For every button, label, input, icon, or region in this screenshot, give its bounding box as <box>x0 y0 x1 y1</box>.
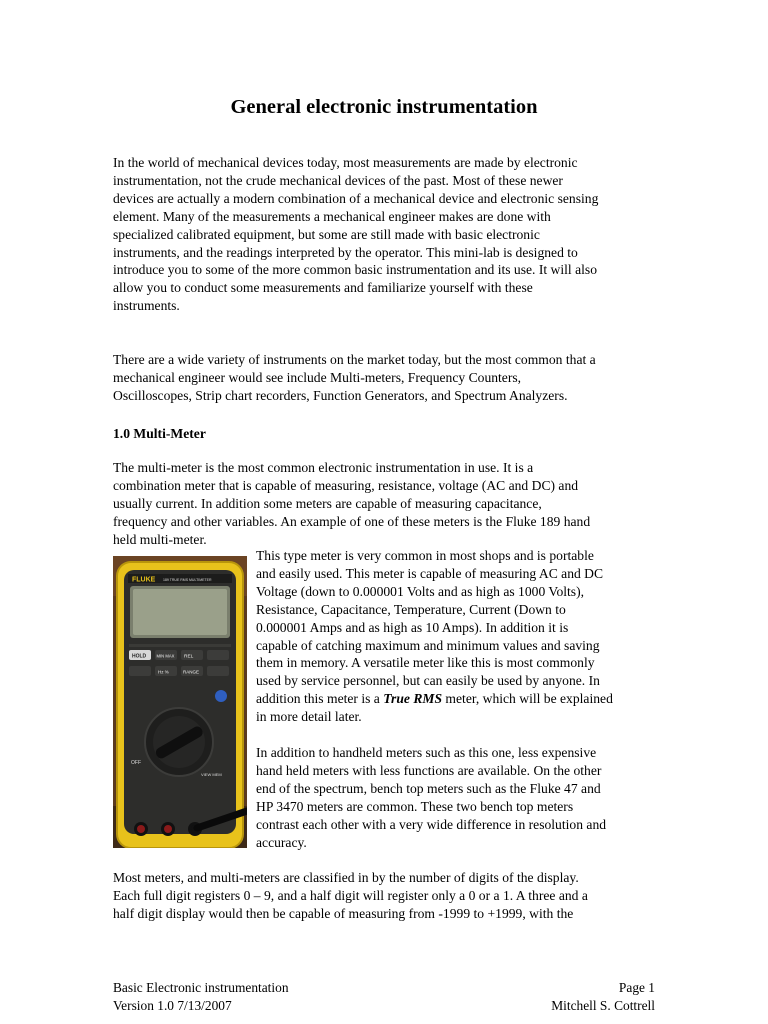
text-line: combination meter that is capable of measuring, resistance, voltage (AC and DC) and <box>113 477 579 493</box>
text-line: half digit display would then be capable of measuring from -1999 to +1999, with the <box>113 905 574 921</box>
true-rms-emphasis: True RMS <box>383 691 443 707</box>
text-fragment: meter, which will be explained <box>442 691 613 707</box>
text-line: HP 3470 meters are common. These two bench top meters <box>256 798 574 814</box>
fluke-189-image <box>113 556 247 848</box>
footer-version: Version 1.0 7/13/2007 <box>113 997 232 1013</box>
text-line <box>256 690 666 708</box>
text-line: them in memory. A versatile meter like this is most commonly <box>256 655 595 671</box>
text-line: held multi-meter. <box>113 531 207 547</box>
minmax-key-label: MIN MAX <box>156 653 175 659</box>
text-line: This type meter is very common in most shops and is portable <box>256 548 594 563</box>
meter-description-paragraph <box>256 547 666 726</box>
intro-paragraph <box>113 154 658 315</box>
text-line: Voltage (down to 0.000001 Volts and as high as 1000 Volts), <box>256 583 585 599</box>
text-line: element. Many of the measurements a mechanical engineer makes are done with <box>113 208 551 224</box>
text-line: Each full digit registers 0 – 9, and a half digit will register only a 0 or a 1. A three and a <box>113 887 588 903</box>
page-title: General electronic instrumentation <box>230 96 538 118</box>
hold-key-label: HOLD <box>132 653 147 660</box>
text-line: specialized calibrated equipment, but some are still made with basic electronic <box>113 226 540 242</box>
text-line: 0.000001 Amps and as high as 10 Amps). In addition it is <box>256 619 569 635</box>
model-label: 189 TRUE RMS MULTIMETER <box>163 578 212 582</box>
multimeter-photo <box>113 556 247 848</box>
text-line: usually current. In addition some meters are capable of measuring capacitance, <box>113 495 542 511</box>
text-line: capable of catching maximum and minimum values and saving <box>256 637 600 653</box>
text-line: and easily used. This meter is capable of measuring AC and DC <box>256 565 604 581</box>
footer-page-number: Page 1 <box>618 980 655 995</box>
text-line: instrumentation, not the crude mechanical devices of the past. Most of these newer <box>113 172 563 188</box>
section-heading: 1.0 Multi-Meter <box>113 426 206 441</box>
text-line: The multi-meter is the most common electronic instrumentation in use. It is a <box>113 460 534 475</box>
instrument-variety-paragraph <box>113 351 658 405</box>
rel-key-label: REL <box>184 654 194 660</box>
text-line: accuracy. <box>256 834 307 850</box>
text-line: In the world of mechanical devices today, most measurements are made by electronic <box>113 155 578 170</box>
text-fragment: addition this meter is a <box>256 691 384 707</box>
text-line: Oscilloscopes, Strip chart recorders, Function Generators, and Spectrum Analyzers. <box>113 387 568 403</box>
off-label: OFF <box>131 760 141 766</box>
brand-label: FLUKE <box>132 576 156 584</box>
footer-author: Mitchell S. Cottrell <box>551 997 655 1013</box>
text-line: There are a wide variety of instruments on the market today, but the most common that a <box>113 352 596 367</box>
text-line: end of the spectrum, bench top meters such as the Fluke 47 and <box>256 780 601 796</box>
text-line: Most meters, and multi-meters are classified in by the number of digits of the display. <box>113 870 579 885</box>
text-line: instruments, and the readings interpreted by the operator. This mini-lab is designed to <box>113 244 578 260</box>
hz-key-label: Hz % <box>158 669 169 675</box>
digits-paragraph <box>113 869 658 923</box>
text-line: Resistance, Capacitance, Temperature, Current (Down to <box>256 601 566 617</box>
meter-comparison-paragraph <box>256 744 666 851</box>
text-line: used by service personnel, but can easily be used by anyone. In <box>256 673 600 689</box>
text-line: introduce you to some of the more common basic instrumentation and its use. It will also <box>113 262 597 278</box>
footer-document-name: Basic Electronic instrumentation <box>113 980 289 995</box>
text-line: In addition to handheld meters such as this one, less expensive <box>256 745 597 760</box>
text-line: instruments. <box>113 298 180 314</box>
text-line: devices are actually a modern combination of a mechanical device and electronic sensing <box>113 190 599 206</box>
text-line: hand held meters with less functions are available. On the other <box>256 762 602 778</box>
text-line: frequency and other variables. An example of one of these meters is the Fluke 189 hand <box>113 513 591 529</box>
text-line: in more detail later. <box>256 709 362 725</box>
multimeter-intro-paragraph <box>113 459 658 549</box>
footer-right <box>551 979 655 1015</box>
text-line: mechanical engineer would see include Multi-meters, Frequency Counters, <box>113 369 522 385</box>
text-line: contrast each other with a very wide difference in resolution and <box>256 816 607 832</box>
view-mem-label: VIEW MEM <box>201 772 222 777</box>
text-line: allow you to conduct some measurements and familiarize yourself with these <box>113 280 533 296</box>
range-key-label: RANGE <box>183 669 200 675</box>
footer-left <box>113 979 289 1015</box>
